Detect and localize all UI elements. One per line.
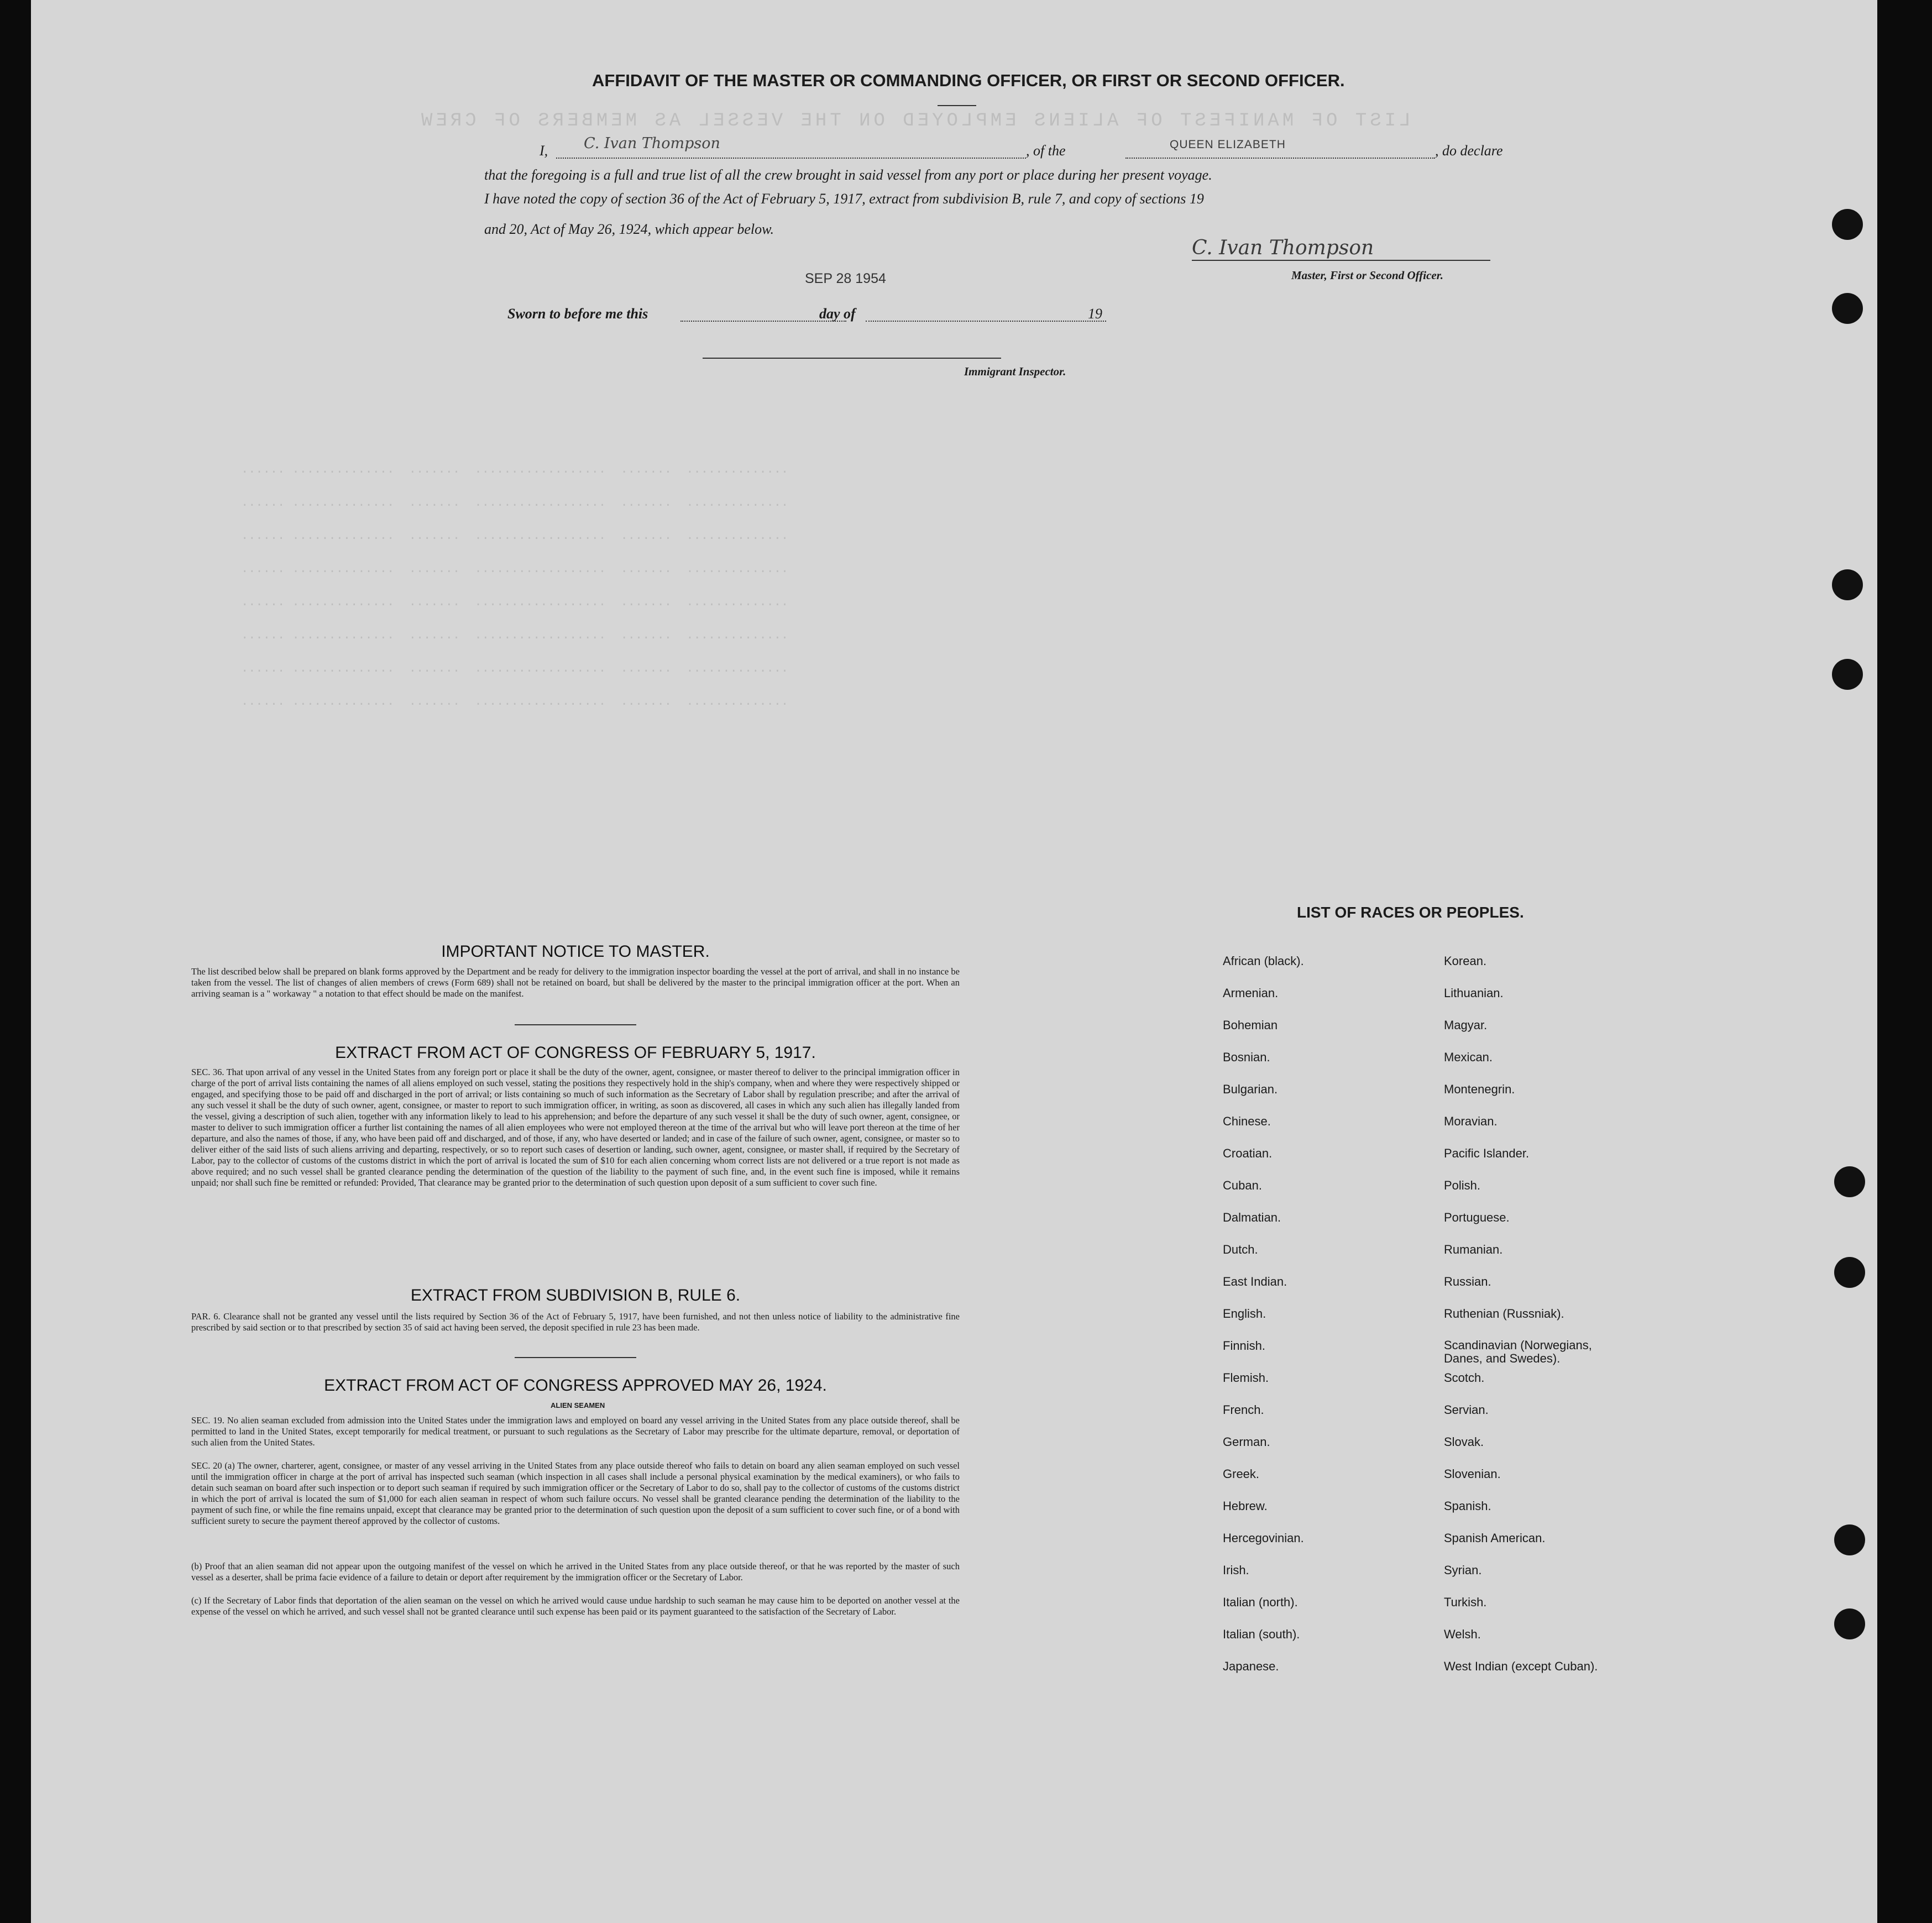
race-item: Finnish. (1223, 1339, 1266, 1353)
extract-rule6-title: EXTRACT FROM SUBDIVISION B, RULE 6. (410, 1286, 741, 1304)
notice-text: The list described below shall be prepared on blank forms approved by the Department and be ready for delivery to the immigration inspector boarding the vessel at the port of arrival, and shall in no instance be taken from the vessel. The list of changes of alien members of crews (Form 689) shall not be retained on board, but shall be delivered by the master to the principal immigration officer at the port. When an arriving seaman is a " workaway " a notation to that effect should be made on the manifest. (191, 966, 960, 999)
race-item: Mexican. (1444, 1050, 1493, 1064)
sworn-day-of: day of (819, 306, 856, 322)
race-item: Spanish American. (1444, 1531, 1546, 1545)
race-item: Moravian. (1444, 1114, 1498, 1128)
race-item: Dalmatian. (1223, 1211, 1281, 1224)
race-item: Hercegovinian. (1223, 1531, 1304, 1545)
race-item: Greek. (1223, 1467, 1260, 1481)
signer-handwritten-name: C. Ivan Thompson (584, 135, 720, 152)
race-item: Italian (north). (1223, 1595, 1298, 1609)
race-item: Bosnian. (1223, 1050, 1270, 1064)
vessel-name-field[interactable] (1125, 158, 1435, 159)
extract-1924-sec20c: (c) If the Secretary of Labor finds that deportation of the alien seaman on the vessel on which he arrived would cause undue hardship to such seaman he may cause him to be deported on another vessel at the expense of the vessel on which he arrived, and such vessel shall not be granted clearance until such expense has been paid or its payment guaranteed to the satisfaction of the Secretary of Labor. (191, 1595, 960, 1617)
race-item: Hebrew. (1223, 1499, 1268, 1513)
race-item: Montenegrin. (1444, 1082, 1515, 1096)
race-item: Magyar. (1444, 1018, 1488, 1032)
race-item: Spanish. (1444, 1499, 1491, 1513)
date-stamp: SEP 28 1954 (805, 271, 886, 286)
extract-1924-title: EXTRACT FROM ACT OF CONGRESS APPROVED MAY 26, 1924. (324, 1376, 827, 1395)
race-item: Portuguese. (1444, 1211, 1510, 1224)
affidavit-of-the: , of the (1026, 143, 1066, 159)
sworn-prefix: Sworn to before me this (507, 306, 648, 322)
race-item: Slovenian. (1444, 1467, 1501, 1481)
extract-1924-sec19: SEC. 19. No alien seaman excluded from admission into the United States under the immigration laws and employed on board any vessel arriving in the United States from any place outside thereof, shall be permitted to land in the United States, except temporarily for medical treatment, or pursuant to such regulations as the Secretary of Labor may prescribe for the ultimate departure, removal, or deportation of such alien from the United States. (191, 1415, 960, 1448)
master-signature: C. Ivan Thompson (1192, 237, 1374, 259)
inspector-caption: Immigrant Inspector. (964, 365, 1066, 378)
vessel-name-stamp: QUEEN ELIZABETH (1170, 138, 1286, 151)
race-item: Welsh. (1444, 1627, 1481, 1641)
punch-hole (1832, 293, 1863, 324)
race-item: Irish. (1223, 1563, 1249, 1577)
affidavit-line4: and 20, Act of May 26, 1924, which appear below. (484, 221, 774, 237)
race-item: Pacific Islander. (1444, 1146, 1530, 1160)
race-item: Cuban. (1223, 1178, 1262, 1192)
notice-divider (515, 1024, 636, 1025)
extract-rule6-text: PAR. 6. Clearance shall not be granted any vessel until the lists required by Section 36 of the Act of February 5, 1917, have been furnished, and not then unless notice of liability to the administrative fine prescribed by said section or to that prescribed by section 35 of said act having been served, the deposit specified in rule 23 has been made. (191, 1311, 960, 1333)
races-title: LIST OF RACES OR PEOPLES. (1297, 904, 1524, 921)
race-item: Turkish. (1444, 1595, 1487, 1609)
race-item: Chinese. (1223, 1114, 1271, 1128)
race-item: Scotch. (1444, 1371, 1485, 1385)
race-item: Servian. (1444, 1403, 1489, 1417)
signer-name-field[interactable] (556, 158, 1026, 159)
affidavit-line1-prefix: I, (540, 143, 548, 159)
document-page (31, 0, 1877, 1923)
affidavit-do-declare: , do declare (1435, 143, 1503, 159)
race-item: Slovak. (1444, 1435, 1484, 1449)
bleed-through-rows: .............. ....... .................. ....... .............. ...... .............. ....... .................. ....... .............. ...... .............. ....... .................. ....... .............. ...... .............. ....... .................. ....... .............. ...... .............. ....... .................. ....... .............. ...... .............. ....... .................. ....... .............. ...... .............. ....... .................. ....... .............. ...... .............. ....... .................. ....... .............. ...... (241, 463, 789, 709)
extract-1924-sec20a: SEC. 20 (a) The owner, charterer, agent, consignee, or master of any vessel arriving in the United States from any place outside thereof who fails to detain on board any alien seaman employed on such vessel until the immigration officer in charge at the port of arrival has inspected such seaman (which inspection in all cases shall include a personal physical examination by the medical examiners), or who fails to detain such seaman on board after such inspection or to deport such seaman if required by such immigration officer or the Secretary of Labor to do so, shall pay to the collector of customs of the customs district in which the port of arrival is located the sum of $1,000 for each alien seaman in respect of whom such failure occurs. No vessel shall be granted clearance pending the determination of the liability to the payment of such fine, or while the fine remains unpaid, except that clearance may be granted prior to the determination of such question upon the deposit of a sum sufficient to cover such fine, or of a bond with sufficient surety to secure the payment thereof approved by the collector of customs. (191, 1460, 960, 1526)
sworn-month-field[interactable] (866, 321, 1106, 322)
extract-1917-title: EXTRACT FROM ACT OF CONGRESS OF FEBRUARY 5, 1917. (335, 1044, 816, 1062)
affidavit-line2: that the foregoing is a full and true list of all the crew brought in said vessel from any port or place during her present voyage. (484, 167, 1212, 183)
signature-line (1192, 260, 1490, 261)
punch-hole (1832, 659, 1863, 690)
race-item: Rumanian. (1444, 1243, 1503, 1256)
race-item: Bulgarian. (1223, 1082, 1278, 1096)
race-item: West Indian (except Cuban). (1444, 1659, 1598, 1673)
race-item: Russian. (1444, 1275, 1491, 1288)
punch-hole (1834, 1524, 1865, 1555)
race-item: Armenian. (1223, 986, 1279, 1000)
rule6-divider (515, 1357, 636, 1358)
race-item: East Indian. (1223, 1275, 1287, 1288)
race-item: Scandinavian (Norwegians, Danes, and Swedes). (1444, 1338, 1592, 1365)
race-item: Flemish. (1223, 1371, 1269, 1385)
race-item: Japanese. (1223, 1659, 1279, 1673)
affidavit-line3: I have noted the copy of section 36 of the Act of February 5, 1917, extract from subdivision B, rule 7, and copy of sections 19 (484, 191, 1204, 207)
extract-1917-text: SEC. 36. That upon arrival of any vessel in the United States from any foreign port or place it shall be the duty of the owner, agent, consignee, or master thereof to deliver to the principal immigration officer in charge of the port of arrival lists containing the names of all aliens employed on such vessel, stating the positions they respectively hold in the ship's company, when and where they were respectively shipped or engaged, and specifying those to be paid off and discharged in the port of arrival; or lists containing so much of such information as the Secretary of Labor shall by regulation prescribe; and after the arrival of any such vessel it shall be the duty of such owner, agent, consignee, or master to report to such immigration officer, in writing, as soon as discovered, all cases in which any such alien has illegally landed from the vessel, giving a description of such alien, together with any information likely to lead to his apprehension; and before the departure of any such vessel it shall be the duty of such owner, agent, consignee, or master to deliver to such immigration officer a further list containing the names of all alien employees who were not employed thereon at the time of the arrival but who will leave port thereon at the time of her departure, and also the names of those, if any, who have been paid off and discharged, and of those, if any, who have deserted or landed; and in case of the failure of such owner, agent, consignee, or master so to deliver either of the said lists of such aliens arriving and departing, respectively, or so to report such cases of desertion or landing, such owner, agent, consignee, or master shall, if required by the Secretary of Labor, pay to the collector of customs of the customs district in which the port of arrival is located the sum of $10 for each alien concerning whom correct lists are not delivered or a true report is not made as above required; and no such vessel shall be granted clearance pending the determination of the question of the liability to the payment of such fine, and, in the event such fine is imposed, while it remains unpaid; nor shall such fine be remitted or refunded: Provided, That clearance may be granted prior to the determination of such question upon deposit of a sum sufficient to cover such fine. (191, 1067, 960, 1188)
race-item: Croatian. (1223, 1146, 1273, 1160)
sworn-year: 19 (1088, 306, 1102, 322)
race-item: Lithuanian. (1444, 986, 1504, 1000)
signature-caption: Master, First or Second Officer. (1291, 269, 1443, 282)
race-item: Bohemian (1223, 1018, 1278, 1032)
punch-hole (1834, 1166, 1865, 1197)
race-item: Korean. (1444, 954, 1487, 968)
notice-title: IMPORTANT NOTICE TO MASTER. (441, 942, 710, 961)
race-item: African (black). (1223, 954, 1304, 968)
race-item: Ruthenian (Russniak). (1444, 1307, 1564, 1321)
race-item: English. (1223, 1307, 1266, 1321)
race-item: Syrian. (1444, 1563, 1482, 1577)
race-item: Dutch. (1223, 1243, 1258, 1256)
affidavit-title: AFFIDAVIT OF THE MASTER OR COMMANDING OFFICER, OR FIRST OR SECOND OFFICER. (592, 71, 1345, 90)
punch-hole (1832, 569, 1863, 600)
race-item: French. (1223, 1403, 1264, 1417)
inspector-signature-line (703, 358, 1001, 359)
punch-hole (1834, 1257, 1865, 1288)
punch-hole (1832, 209, 1863, 240)
bleed-through-header: LIST OF MANIFEST OF ALIENS EMPLOYED ON THE VESSEL AS MEMBERS OF CREW (418, 111, 1411, 132)
race-item: Polish. (1444, 1178, 1481, 1192)
race-item: Italian (south). (1223, 1627, 1300, 1641)
alien-seamen-subtitle: ALIEN SEAMEN (551, 1401, 605, 1409)
race-item: German. (1223, 1435, 1270, 1449)
title-divider (938, 105, 976, 106)
punch-hole (1834, 1608, 1865, 1639)
extract-1924-sec20b: (b) Proof that an alien seaman did not appear upon the outgoing manifest of the vessel on which he arrived in the United States from any place outside thereof, or that he was reported by the master of such vessel as a deserter, shall be prima facie evidence of a failure to detain or deport after requirement by the immigration officer or the Secretary of Labor. (191, 1561, 960, 1583)
